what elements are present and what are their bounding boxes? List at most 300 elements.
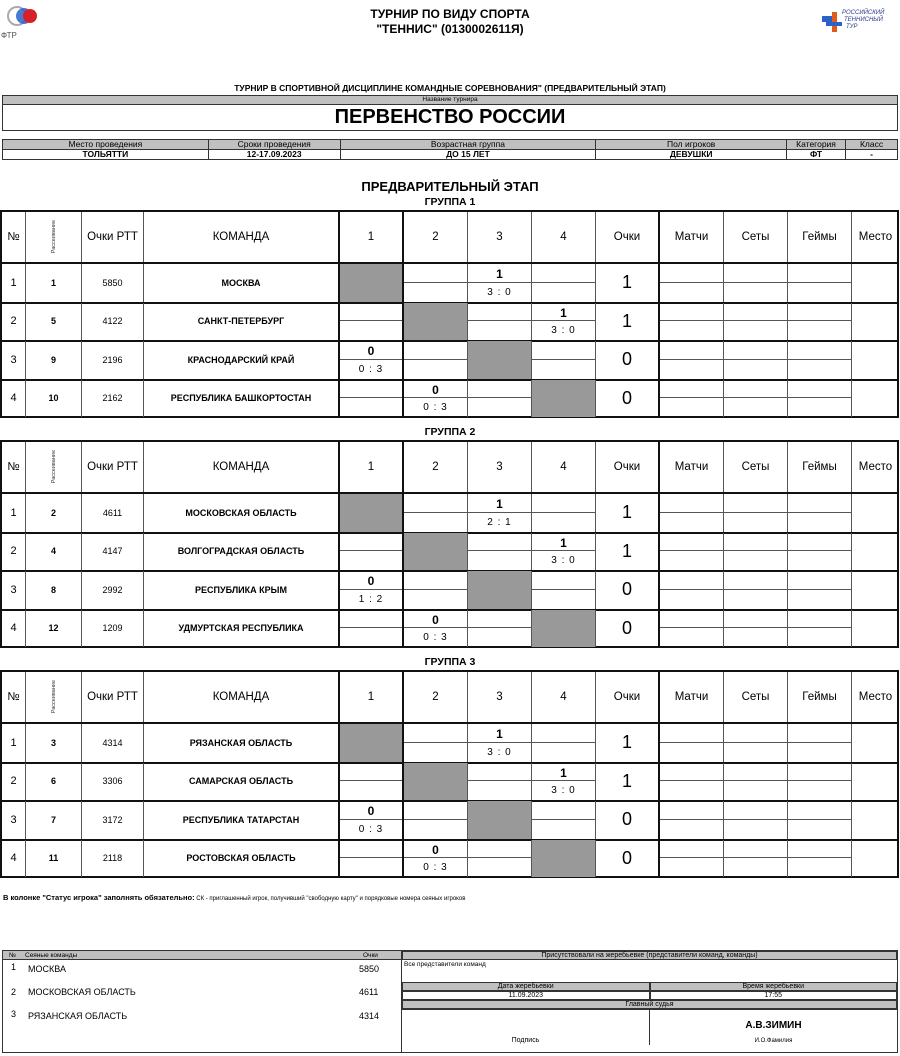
header-games-label: Геймы	[802, 231, 837, 243]
no-value: 4	[10, 622, 17, 635]
header-sets	[724, 672, 788, 722]
header-c1	[340, 212, 404, 262]
cell-points	[596, 840, 660, 878]
class-label: Класс	[846, 140, 898, 150]
self-match-cell	[468, 341, 532, 379]
seeds-team-header: Сеяные команды	[25, 952, 78, 959]
header-matches	[660, 672, 724, 722]
cell-matches	[660, 494, 724, 532]
tournament-name: ПЕРВЕНСТВО РОССИИ	[334, 106, 566, 128]
cell-no	[2, 763, 26, 801]
header-games	[788, 672, 852, 722]
match-result-cell	[468, 264, 532, 302]
cell-points	[596, 380, 660, 418]
cell-seed	[26, 533, 82, 571]
signature-label: Подпись	[511, 1037, 540, 1044]
cell-seed	[26, 840, 82, 878]
match-score: 1 : 2	[358, 593, 384, 605]
match-result-cell	[404, 724, 468, 762]
header-games	[788, 212, 852, 262]
cell-rtt	[82, 303, 144, 341]
match-points: 0	[367, 574, 375, 589]
cell-place	[852, 533, 899, 571]
match-result-cell	[468, 724, 532, 762]
team-row	[2, 571, 897, 609]
judge-name-cell	[650, 1010, 897, 1045]
cell-place	[852, 610, 899, 648]
no-value: 2	[10, 775, 17, 788]
match-points: 1	[560, 765, 567, 780]
group-table-header	[2, 442, 897, 492]
no-value: 1	[10, 276, 17, 289]
header-points	[596, 672, 660, 722]
match-result-cell	[340, 380, 404, 418]
no-value: 2	[10, 545, 17, 558]
header-team	[144, 212, 340, 262]
cell-sets	[724, 533, 788, 571]
match-result-cell	[404, 341, 468, 379]
cell-team	[144, 801, 340, 839]
draw-time-value: 17:55	[650, 991, 898, 1000]
header-c2-label: 2	[432, 461, 439, 473]
cell-games	[788, 380, 852, 418]
cell-team	[144, 533, 340, 571]
cell-no	[2, 724, 26, 762]
group-title: ГРУППА 3	[424, 656, 476, 668]
seeded-teams-header	[3, 951, 401, 960]
cell-matches	[660, 724, 724, 762]
rtt-value: 2162	[102, 393, 123, 404]
seed-value: 1	[50, 277, 56, 288]
self-match-cell	[340, 264, 404, 302]
header-seed	[26, 672, 82, 722]
rtt-value: 4314	[102, 737, 123, 748]
cell-team	[144, 724, 340, 762]
match-result-cell	[532, 763, 596, 801]
match-score: 3 : 0	[551, 325, 576, 337]
cell-sets	[724, 571, 788, 609]
match-result-cell	[468, 610, 532, 648]
no-value: 4	[10, 852, 17, 865]
cell-no	[2, 494, 26, 532]
team-row	[2, 341, 897, 379]
seed-points: 4314	[359, 1011, 380, 1021]
venue-label: Место проведения	[3, 140, 209, 150]
cell-place	[852, 303, 899, 341]
cell-matches	[660, 533, 724, 571]
cell-seed	[26, 380, 82, 418]
total-points: 1	[621, 310, 632, 331]
no-value: 3	[10, 353, 17, 366]
seed-team: РЯЗАНСКАЯ ОБЛАСТЬ	[28, 1011, 128, 1021]
header-place-label: Место	[858, 231, 893, 243]
self-match-cell	[532, 610, 596, 648]
total-points: 0	[621, 349, 632, 370]
team-value: САНКТ-ПЕТЕРБУРГ	[197, 316, 285, 327]
cell-sets	[724, 494, 788, 532]
cell-rtt	[82, 494, 144, 532]
cell-place	[852, 494, 899, 532]
match-points: 1	[496, 497, 503, 512]
dates-value: 12-17.09.2023	[208, 150, 340, 160]
seed-value: 2	[50, 507, 56, 518]
team-value: РЕСПУБЛИКА БАШКОРТОСТАН	[170, 393, 312, 404]
match-result-cell	[532, 571, 596, 609]
discipline-title: ТУРНИР В СПОРТИВНОЙ ДИСЦИПЛИНЕ КОМАНДНЫЕ СОРЕВНОВАНИЯ" (ПРЕДВАРИТЕЛЬНЫЙ ЭТАП)	[234, 83, 666, 93]
cell-no	[2, 610, 26, 648]
self-match-cell	[404, 763, 468, 801]
cell-team	[144, 303, 340, 341]
team-row	[2, 533, 897, 571]
cell-points	[596, 763, 660, 801]
total-points: 0	[621, 847, 632, 868]
seeds-points-header: Очки	[363, 952, 378, 959]
cell-games	[788, 610, 852, 648]
match-result-cell	[404, 264, 468, 302]
cell-no	[2, 840, 26, 878]
cell-sets	[724, 264, 788, 302]
cell-team	[144, 494, 340, 532]
header-c4	[532, 212, 596, 262]
cell-rtt	[82, 724, 144, 762]
team-value: САМАРСКАЯ ОБЛАСТЬ	[188, 776, 294, 787]
header-sets	[724, 442, 788, 492]
category-value: ФТ	[787, 150, 846, 160]
cell-seed	[26, 610, 82, 648]
team-value: РЕСПУБЛИКА КРЫМ	[195, 584, 287, 595]
cell-games	[788, 571, 852, 609]
header-c1	[340, 442, 404, 492]
seed-value: 3	[50, 737, 56, 748]
present-value: Все представители команд	[404, 961, 486, 968]
header-rtt	[82, 442, 144, 492]
match-result-cell	[340, 801, 404, 839]
match-result-cell	[404, 380, 468, 418]
match-result-cell	[340, 303, 404, 341]
rtt-value: 1209	[102, 623, 123, 634]
seed-value: 5	[50, 316, 56, 327]
cell-no	[2, 341, 26, 379]
status-note-bold: В колонке "Статус игрока" заполнять обязательно:	[3, 893, 195, 902]
header-rtt	[82, 672, 144, 722]
match-points: 1	[560, 305, 567, 320]
svg-text:ФТР: ФТР	[1, 31, 17, 40]
cell-games	[788, 264, 852, 302]
match-score: 0 : 3	[423, 402, 448, 414]
cell-rtt	[82, 264, 144, 302]
judge-name-label: И.О.Фамилия	[754, 1038, 793, 1044]
cell-team	[144, 380, 340, 418]
header-team-label: КОМАНДА	[212, 231, 270, 243]
header-c1	[340, 672, 404, 722]
group-table	[0, 670, 899, 878]
cell-points	[596, 610, 660, 648]
rtt-value: 2118	[102, 853, 123, 864]
team-row	[2, 303, 897, 341]
match-result-cell	[340, 840, 404, 878]
rtt-value: 4147	[102, 546, 123, 557]
cell-seed	[26, 303, 82, 341]
cell-team	[144, 610, 340, 648]
header-sets-label: Сеты	[741, 231, 770, 243]
chief-judge-label: Главный судья	[402, 1000, 897, 1009]
draw-info-box	[401, 950, 898, 1053]
match-score: 3 : 0	[487, 286, 512, 298]
cell-seed	[26, 264, 82, 302]
header-sets	[724, 212, 788, 262]
header-rtt-label: Очки РТТ	[87, 231, 138, 243]
header-rtt-label: Очки РТТ	[87, 461, 138, 473]
match-result-cell	[468, 494, 532, 532]
match-score: 0 : 3	[358, 363, 384, 375]
match-result-cell	[340, 341, 404, 379]
cell-matches	[660, 763, 724, 801]
header-team-label: КОМАНДА	[212, 691, 270, 703]
svg-text:РОССИЙСКИЙ: РОССИЙСКИЙ	[842, 10, 885, 16]
header-place	[852, 212, 899, 262]
cell-no	[2, 571, 26, 609]
cell-no	[2, 380, 26, 418]
cell-points	[596, 571, 660, 609]
cell-sets	[724, 610, 788, 648]
match-points: 0	[432, 842, 439, 857]
match-points: 0	[432, 612, 439, 627]
header-matches	[660, 212, 724, 262]
match-result-cell	[532, 303, 596, 341]
match-points: 1	[496, 727, 503, 742]
rtt-value: 2196	[102, 354, 123, 365]
cell-rtt	[82, 763, 144, 801]
header-no-label: №	[7, 231, 20, 243]
title-line-1: ТУРНИР ПО ВИДУ СПОРТА	[370, 7, 530, 21]
venue-value: ТОЛЬЯТТИ	[3, 150, 209, 160]
header-c4-label: 4	[560, 691, 567, 703]
group-table-header	[2, 212, 897, 262]
total-points: 1	[621, 502, 632, 523]
header-no-label: №	[7, 691, 20, 703]
cell-sets	[724, 303, 788, 341]
cell-games	[788, 840, 852, 878]
header-points	[596, 212, 660, 262]
rtt-value: 3172	[102, 814, 123, 825]
match-points: 0	[367, 804, 375, 819]
seed-no: 2	[11, 987, 17, 997]
header-place	[852, 442, 899, 492]
cell-matches	[660, 264, 724, 302]
header-c3	[468, 442, 532, 492]
cell-place	[852, 380, 899, 418]
draw-date-label: Дата жеребьевки	[402, 982, 650, 991]
seed-team: МОСКВА	[28, 964, 66, 974]
match-points: 0	[367, 344, 375, 359]
cell-points	[596, 801, 660, 839]
header-place	[852, 672, 899, 722]
judge-signature-area	[402, 1009, 897, 1045]
header-matches-label: Матчи	[674, 461, 709, 473]
total-points: 1	[621, 770, 632, 791]
ftr-logo	[0, 4, 40, 42]
header-seed-label: Рассеивание	[50, 680, 57, 714]
seed-value: 7	[50, 814, 56, 825]
team-value: РОСТОВСКАЯ ОБЛАСТЬ	[186, 853, 296, 864]
seed-value: 6	[50, 776, 56, 787]
status-note-text: СК - приглашенный игрок, получивший "свободную карту" и порядковые номера сеяных игроков	[194, 896, 466, 902]
team-value: МОСКВА	[221, 277, 261, 288]
header-team	[144, 672, 340, 722]
match-score: 2 : 1	[487, 516, 512, 528]
cell-sets	[724, 341, 788, 379]
total-points: 0	[621, 617, 632, 638]
cell-seed	[26, 494, 82, 532]
header-c3-label: 3	[496, 231, 503, 243]
header-games	[788, 442, 852, 492]
seed-value: 9	[50, 354, 56, 365]
cell-matches	[660, 341, 724, 379]
title-line-2: "ТЕННИС" (0130002611Я)	[376, 22, 524, 36]
cell-rtt	[82, 610, 144, 648]
cell-points	[596, 494, 660, 532]
seed-value: 8	[50, 584, 56, 595]
cell-matches	[660, 610, 724, 648]
seed-points: 4611	[359, 987, 379, 997]
cell-seed	[26, 801, 82, 839]
match-result-cell	[340, 571, 404, 609]
team-row	[2, 763, 897, 801]
header-points-label: Очки	[613, 691, 641, 703]
cell-sets	[724, 801, 788, 839]
age-group-value: ДО 15 ЛЕТ	[340, 150, 596, 160]
team-row	[2, 801, 897, 839]
cell-place	[852, 571, 899, 609]
cell-sets	[724, 724, 788, 762]
seed-value: 4	[50, 546, 56, 557]
team-row	[2, 264, 897, 302]
team-row	[2, 380, 897, 418]
team-value: МОСКОВСКАЯ ОБЛАСТЬ	[185, 507, 297, 518]
cell-place	[852, 801, 899, 839]
cell-seed	[26, 763, 82, 801]
seed-value: 11	[48, 853, 59, 864]
header-no	[2, 212, 26, 262]
header-sets-label: Сеты	[741, 461, 770, 473]
rtt-value: 2992	[102, 584, 123, 595]
seed-no: 1	[11, 962, 17, 972]
total-points: 1	[621, 540, 632, 561]
match-result-cell	[532, 264, 596, 302]
cell-rtt	[82, 801, 144, 839]
group-title: ГРУППА 1	[424, 196, 476, 208]
header-seed	[26, 442, 82, 492]
rtt-logo	[820, 6, 900, 36]
group-table	[0, 440, 899, 648]
svg-text:ТУР: ТУР	[846, 24, 858, 30]
header-c3	[468, 212, 532, 262]
header-c3-label: 3	[496, 461, 503, 473]
age-group-label: Возрастная группа	[340, 140, 596, 150]
header-c1-label: 1	[367, 231, 375, 243]
header-points-label: Очки	[613, 461, 641, 473]
cell-rtt	[82, 380, 144, 418]
match-score: 3 : 0	[551, 555, 576, 567]
cell-team	[144, 341, 340, 379]
match-points: 0	[432, 382, 439, 397]
tournament-info-table	[2, 139, 898, 160]
cell-games	[788, 763, 852, 801]
header-seed-label: Рассеивание	[50, 450, 57, 484]
seeded-teams-box	[2, 950, 402, 1053]
header-no	[2, 442, 26, 492]
judge-name: А.В.ЗИМИН	[745, 1020, 802, 1031]
total-points: 1	[621, 272, 632, 293]
stage-title: ПРЕДВАРИТЕЛЬНЫЙ ЭТАП	[361, 179, 539, 194]
header-games-label: Геймы	[802, 691, 837, 703]
team-value: УДМУРТСКАЯ РЕСПУБЛИКА	[178, 623, 304, 634]
seed-value: 12	[48, 623, 59, 634]
header-c2-label: 2	[432, 691, 439, 703]
total-points: 0	[621, 579, 632, 600]
header-matches-label: Матчи	[674, 231, 709, 243]
match-result-cell	[532, 724, 596, 762]
team-row	[2, 494, 897, 532]
header-c3	[468, 672, 532, 722]
team-row	[2, 840, 897, 878]
cell-points	[596, 303, 660, 341]
self-match-cell	[404, 533, 468, 571]
cell-rtt	[82, 571, 144, 609]
cell-no	[2, 303, 26, 341]
match-result-cell	[340, 533, 404, 571]
self-match-cell	[468, 571, 532, 609]
no-value: 2	[10, 315, 17, 328]
cell-place	[852, 341, 899, 379]
total-points: 0	[621, 387, 632, 408]
self-match-cell	[532, 380, 596, 418]
match-result-cell	[340, 610, 404, 648]
category-label: Категория	[787, 140, 846, 150]
match-score: 0 : 3	[358, 823, 384, 835]
rtt-value: 5850	[102, 277, 123, 288]
match-result-cell	[340, 763, 404, 801]
match-points: 1	[560, 535, 567, 550]
header-team	[144, 442, 340, 492]
match-result-cell	[468, 380, 532, 418]
match-result-cell	[532, 341, 596, 379]
header-c2	[404, 442, 468, 492]
cell-games	[788, 341, 852, 379]
header-team-label: КОМАНДА	[212, 461, 270, 473]
no-value: 4	[10, 392, 17, 405]
team-value: ВОЛГОГРАДСКАЯ ОБЛАСТЬ	[177, 546, 305, 557]
header-points	[596, 442, 660, 492]
seed-points: 5850	[359, 964, 380, 974]
cell-team	[144, 763, 340, 801]
match-score: 3 : 0	[487, 746, 512, 758]
cell-place	[852, 763, 899, 801]
header-c4	[532, 672, 596, 722]
self-match-cell	[404, 303, 468, 341]
group-title: ГРУППА 2	[424, 426, 476, 438]
cell-rtt	[82, 533, 144, 571]
match-result-cell	[404, 840, 468, 878]
match-score: 0 : 3	[423, 862, 448, 874]
cell-rtt	[82, 840, 144, 878]
no-value: 3	[10, 813, 17, 826]
cell-matches	[660, 380, 724, 418]
cell-place	[852, 264, 899, 302]
gender-label: Пол игроков	[596, 140, 787, 150]
cell-games	[788, 724, 852, 762]
seed-no: 3	[11, 1009, 17, 1019]
